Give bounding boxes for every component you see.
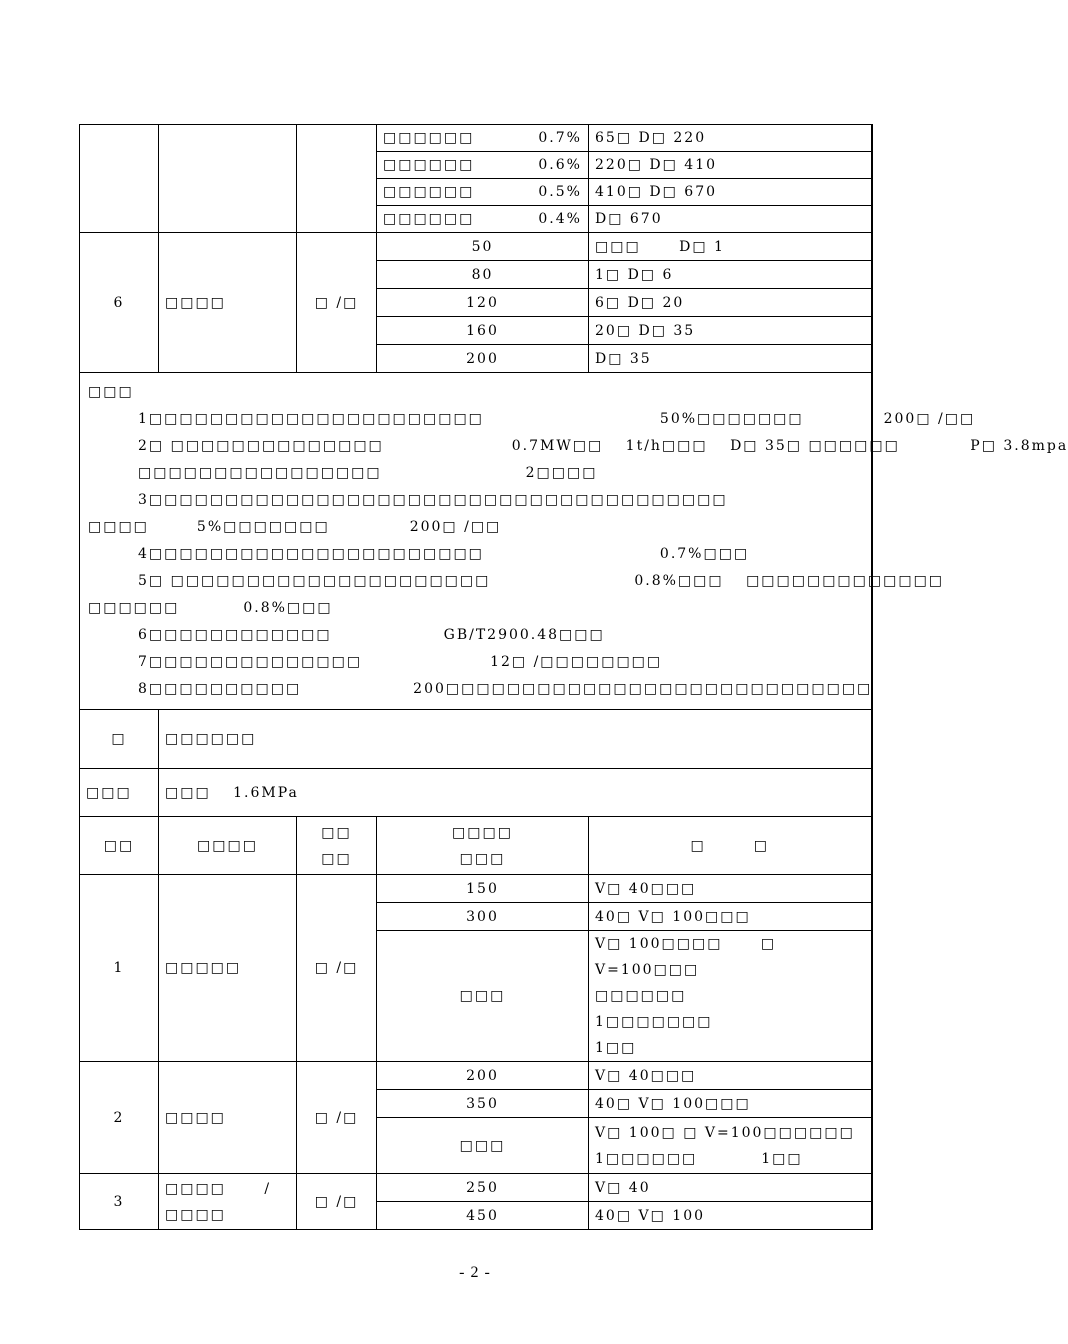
cell-note: □□□ D□ 1 (589, 233, 872, 261)
cell-price: □□□ (377, 1118, 589, 1174)
page-number: - 2 - (459, 1264, 491, 1281)
cell-note: 1□ D□ 6 (589, 261, 872, 289)
cell-spec: □□□□□□ 0.4% (377, 206, 589, 233)
header-name: □□□□ (159, 817, 297, 875)
cell-price: 300 (377, 903, 589, 931)
cell-note: V□ 100□□□□ □ V=100□□□ □□□□□□ 1□□□□□□□ 1□□ (589, 931, 872, 1062)
table-row (80, 125, 872, 152)
cell-note: V□ 40 (589, 1174, 872, 1202)
cell-price: 250 (377, 1174, 589, 1202)
pressure-value: □□□ 1.6MPa (159, 769, 872, 817)
cell-price: 120 (377, 289, 589, 317)
cell-spec: □□□□□□ 0.5% (377, 179, 589, 206)
cell-spec: □□□□□□ 0.7% (377, 125, 589, 152)
note-line: □□□□□□ 0.8%□□□ (88, 600, 333, 616)
cell-price: 160 (377, 317, 589, 345)
cell-price: 150 (377, 875, 589, 903)
notes-heading: □□□ (88, 384, 134, 400)
pressure-label: □□□ (80, 769, 159, 817)
table-row (80, 233, 872, 261)
header-note: □ □ (589, 817, 872, 875)
table-row (80, 1062, 872, 1090)
cell-unit: □ /□ (297, 875, 377, 1062)
cell-note: 40□ V□ 100 (589, 1202, 872, 1230)
cell-unit: □ /□ (297, 1062, 377, 1174)
note-line: 6□□□□□□□□□□□□ GB/T2900.48□□□ (138, 627, 605, 643)
cell-unit: □ /□ (297, 1174, 377, 1230)
header-price: □□□□ □□□ (377, 817, 589, 875)
cell-unit (297, 125, 377, 233)
cell-note: 40□ V□ 100□□□ (589, 1090, 872, 1118)
note-line: 2□ □□□□□□□□□□□□□□ 0.7MW□□ 1t/h□□□ D□ 35□ □□□□□□ P□ 3.8mpa (138, 438, 1068, 454)
cell-price: 80 (377, 261, 589, 289)
notes-list (88, 406, 1068, 703)
header-unit: □□ □□ (297, 817, 377, 875)
note-line: 7□□□□□□□□□□□□□□ 12□ /□□□□□□□□ (138, 654, 663, 670)
section-row (80, 710, 872, 769)
cell-price: 50 (377, 233, 589, 261)
table-row (80, 875, 872, 903)
note-line: 8□□□□□□□□□□ 200□□□□□□□□□□□□□□□□□□□□□□□□□□□□ (138, 681, 873, 697)
pressure-row (80, 769, 872, 817)
cell-no: 6 (80, 233, 159, 373)
notes-row (80, 373, 872, 710)
cell-price: □□□ (377, 931, 589, 1062)
cell-note: D□ 35 (589, 345, 872, 373)
note-line: □□□□□□□□□□□□□□□□ 2□□□□ (138, 465, 598, 481)
cell-no: 2 (80, 1062, 159, 1174)
cell-name: □□□□ (159, 1062, 297, 1174)
notes-cell (80, 373, 1068, 710)
note-line: 1□□□□□□□□□□□□□□□□□□□□□□ 50%□□□□□□□ 200□ /□□ (138, 411, 976, 427)
note-line: 5□ □□□□□□□□□□□□□□□□□□□□□ 0.8%□□□ □□□□□□□□□□□□□ (138, 573, 945, 589)
cell-name: □□□□ (159, 233, 297, 373)
cell-spec: □□□□□□ 0.6% (377, 152, 589, 179)
section-marker: □ (80, 710, 159, 769)
cell-price: 200 (377, 345, 589, 373)
document-page (79, 124, 1068, 1230)
cell-note: 6□ D□ 20 (589, 289, 872, 317)
fee-table (79, 124, 1068, 1230)
cell-note: V□ 40□□□ (589, 875, 872, 903)
cell-unit: □ /□ (297, 233, 377, 373)
cell-price: 200 (377, 1062, 589, 1090)
section-title: □□□□□□ (159, 710, 872, 769)
cell-name: □□□□ / □□□□ (159, 1174, 297, 1230)
cell-no: 1 (80, 875, 159, 1062)
cell-note: 220□ D□ 410 (589, 152, 872, 179)
cell-name (159, 125, 297, 233)
header-row (80, 817, 872, 875)
cell-price: 350 (377, 1090, 589, 1118)
table-row (80, 1174, 872, 1202)
header-no: □□ (80, 817, 159, 875)
cell-no (80, 125, 159, 233)
cell-note: V□ 40□□□ (589, 1062, 872, 1090)
cell-name: □□□□□ (159, 875, 297, 1062)
note-line: □□□□ 5%□□□□□□□ 200□ /□□ (88, 519, 502, 535)
cell-no: 3 (80, 1174, 159, 1230)
note-line: 3□□□□□□□□□□□□□□□□□□□□□□□□□□□□□□□□□□□□□□ (138, 492, 728, 508)
cell-note: 40□ V□ 100□□□ (589, 903, 872, 931)
cell-note: D□ 670 (589, 206, 872, 233)
note-line: 4□□□□□□□□□□□□□□□□□□□□□□ 0.7%□□□ (138, 546, 750, 562)
cell-price: 450 (377, 1202, 589, 1230)
cell-note: 410□ D□ 670 (589, 179, 872, 206)
cell-note: 20□ D□ 35 (589, 317, 872, 345)
cell-note: V□ 100□ □ V=100□□□□□□ 1□□□□□□ 1□□ (589, 1118, 872, 1174)
cell-note: 65□ D□ 220 (589, 125, 872, 152)
